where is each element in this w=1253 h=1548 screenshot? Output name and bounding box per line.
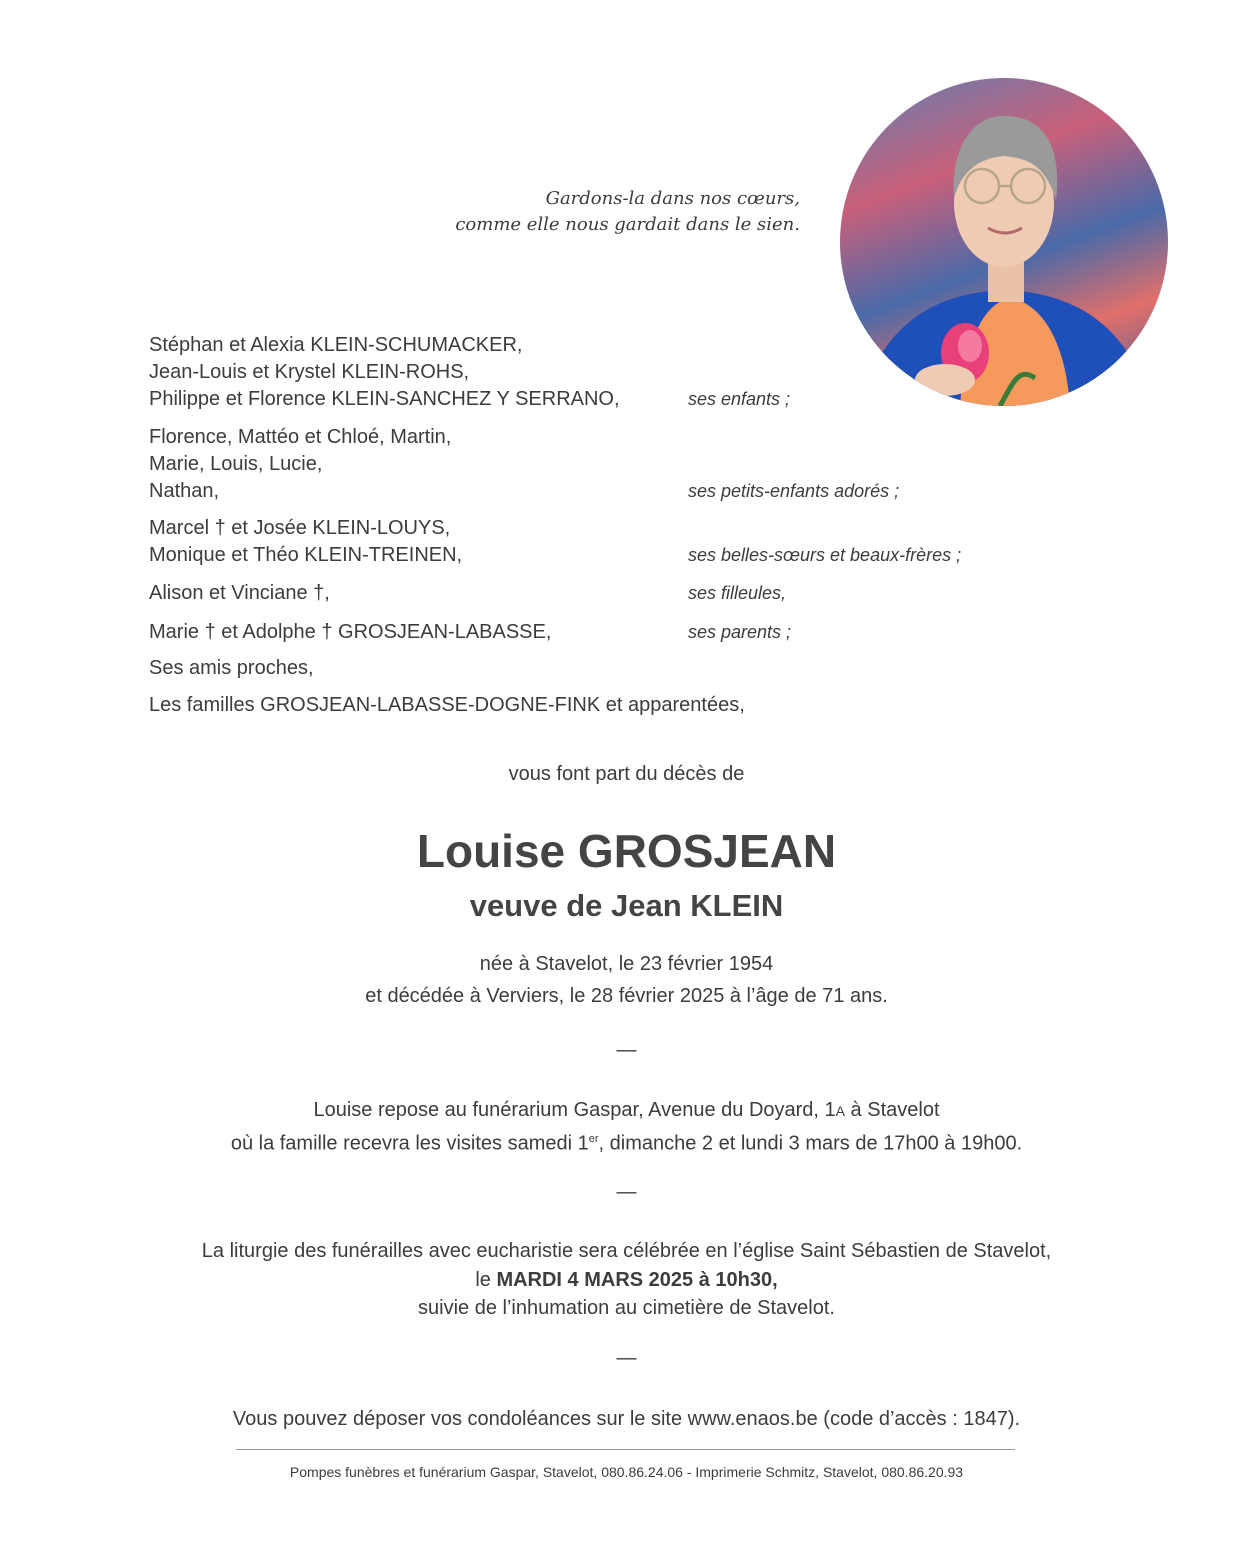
family-line: Florence, Mattéo et Chloé, Martin, [149, 426, 452, 448]
family-line: Marie, Louis, Lucie, [149, 453, 323, 475]
condolences-text: Vous pouvez déposer vos condoléances sur le site www.enaos.be (code d’accès : 1847). [232, 1408, 1021, 1430]
relation-label: ses parents ; [688, 622, 792, 642]
separator: — [616, 1039, 637, 1061]
portrait-illustration [840, 78, 1168, 406]
funeral-line-2 [0, 1265, 1253, 1296]
family-line: Monique et Théo KLEIN-TREINEN, [149, 544, 463, 566]
visitation-text: Louise repose au funérarium Gaspar, Avenue du Doyard, 1 [313, 1099, 836, 1121]
deceased-spouse: veuve de Jean KLEIN [469, 888, 784, 923]
visitation-line-1 [0, 1095, 1253, 1127]
visitation-text: où la famille recevra les visites samedi 1 [230, 1132, 589, 1155]
portrait-photo [840, 78, 1168, 406]
relation-label: ses belles-sœurs et beaux-frères ; [688, 545, 962, 565]
family-line: Ses amis proches, [149, 657, 314, 679]
deceased-name: Louise GROSJEAN [416, 825, 837, 877]
separator: — [616, 1347, 637, 1369]
death-info: et décédée à Verviers, le 28 février 2025 à l’âge de 71 ans. [365, 985, 888, 1007]
funeral-line-1: La liturgie des funérailles avec eucharistie sera célébrée en l’église Saint Sébastien de Stavelot, [201, 1240, 1052, 1262]
separator: — [616, 1181, 637, 1203]
family-line: Stéphan et Alexia KLEIN-SCHUMACKER, [149, 334, 523, 356]
funeral-text: le [475, 1269, 497, 1291]
family-line: Nathan, [149, 480, 220, 502]
funeral-date: MARDI 4 MARS 2025 à 10h30, [496, 1269, 778, 1291]
epitaph-quote [380, 186, 800, 238]
visitation-line-2 [0, 1124, 1253, 1160]
funeral-line-3: suivie de l’inhumation au cimetière de Stavelot. [418, 1297, 835, 1319]
footer-credits: Pompes funèbres et funérarium Gaspar, Stavelot, 080.86.24.06 - Imprimerie Schmitz, Stavelot, 080.86.20.93 [289, 1464, 964, 1480]
relation-label: ses enfants ; [688, 389, 791, 409]
announcement: vous font part du décès de [508, 763, 745, 785]
family-line: Jean-Louis et Krystel KLEIN-ROHS, [149, 361, 470, 383]
footer-divider [236, 1449, 1015, 1450]
ordinal-suffix: er [588, 1133, 599, 1145]
visitation-text: à Stavelot [845, 1099, 940, 1121]
quote-line-2: comme elle nous gardait dans le sien. [455, 214, 800, 235]
visitation-text: , dimanche 2 et lundi 3 mars de 17h00 à 19h00. [598, 1132, 1023, 1155]
relation-label: ses filleules, [688, 583, 787, 603]
birth-info: née à Stavelot, le 23 février 1954 [479, 953, 774, 975]
family-line: Les familles GROSJEAN-LABASSE-DOGNE-FINK et apparentées, [149, 694, 745, 716]
family-line: Alison et Vinciane †, [149, 582, 330, 604]
family-line: Marcel † et Josée KLEIN-LOUYS, [149, 517, 451, 539]
family-line: Philippe et Florence KLEIN-SANCHEZ Y SERRANO, [149, 388, 620, 410]
address-suffix: A [835, 1103, 845, 1119]
quote-line-1: Gardons-la dans nos cœurs, [545, 188, 800, 209]
family-line: Marie † et Adolphe † GROSJEAN-LABASSE, [149, 621, 552, 643]
relation-label: ses petits-enfants adorés ; [688, 481, 900, 501]
